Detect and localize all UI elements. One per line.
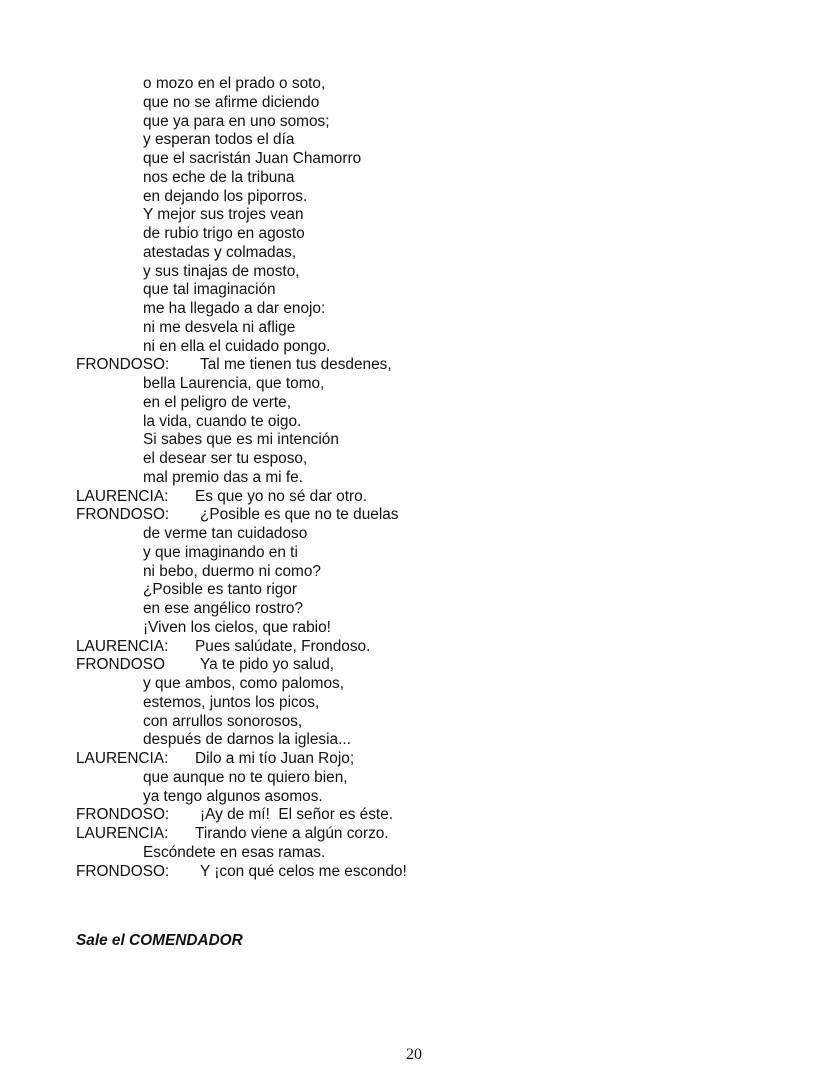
verse-text: con arrullos sonorosos,: [143, 712, 303, 730]
dialogue-line-with-speaker: [76, 863, 776, 882]
verse-text: en ese angélico rostro?: [143, 600, 303, 617]
verse-line: [76, 244, 776, 263]
verse-line: [76, 694, 776, 713]
speaker-label: FRONDOSO: [76, 656, 165, 674]
speaker-label: FRONDOSO:: [76, 806, 170, 824]
speaker-label: FRONDOSO:: [76, 356, 170, 374]
verse-text: Y mejor sus trojes vean: [143, 206, 304, 224]
verse-line: [76, 544, 776, 563]
verse-text: y esperan todos el día: [143, 131, 295, 149]
verse-line: [76, 150, 776, 169]
speech-text: Dilo a mi tío Juan Rojo;: [195, 750, 355, 767]
verse-line: [76, 600, 776, 619]
verse-line: [76, 394, 776, 413]
speaker-label: LAURENCIA:: [76, 825, 169, 842]
verse-text: ni me desvela ni aflige: [143, 318, 296, 336]
speaker-label: FRONDOSO:: [76, 506, 170, 524]
page-number: 20: [406, 1046, 422, 1063]
verse-line: [76, 619, 776, 638]
speaker-label: LAURENCIA:: [76, 487, 169, 505]
verse-line: [76, 413, 776, 432]
verse-text: y que ambos, como palomos,: [143, 675, 345, 692]
verse-text: de rubio trigo en agosto: [143, 225, 305, 242]
verse-line: [76, 675, 776, 694]
verse-text: que aunque no te quiero bien,: [143, 768, 348, 786]
verse-text: el desear ser tu esposo,: [143, 450, 308, 467]
verse-line: [76, 431, 776, 450]
verse-text: ni en ella el cuidado pongo.: [143, 337, 331, 355]
speech-text: ¿Posible es que no te duelas: [200, 506, 399, 524]
verse-text: ya tengo algunos asomos.: [143, 787, 323, 805]
verse-text: mal premio das a mi fe.: [143, 468, 303, 486]
speaker-label: FRONDOSO:: [76, 862, 170, 880]
dialogue-line-with-speaker: [76, 356, 776, 375]
verse-line: [76, 563, 776, 582]
verse-line: [76, 281, 776, 300]
verse-line: [76, 131, 776, 150]
speech-text: Y ¡con qué celos me escondo!: [200, 862, 407, 880]
verse-line: [76, 300, 776, 319]
verse-text: en dejando los piporros.: [143, 187, 308, 205]
speech-text: Tal me tienen tus desdenes,: [200, 356, 392, 374]
speech-text: Tirando viene a algún corzo.: [195, 825, 389, 842]
verse-text: que el sacristán Juan Chamorro: [143, 150, 362, 167]
verse-text: que tal imaginación: [143, 281, 276, 299]
dialogue-line-with-speaker: [76, 506, 776, 525]
speech-text: Ya te pido yo salud,: [200, 656, 335, 674]
verse-line: [76, 225, 776, 244]
verse-text: ¿Posible es tanto rigor: [143, 581, 297, 599]
verse-text: ni bebo, duermo ni como?: [143, 562, 321, 580]
verse-text: me ha llegado a dar enojo:: [143, 300, 326, 317]
verse-line: [76, 113, 776, 132]
speech-text: Pues salúdate, Frondoso.: [195, 637, 371, 655]
verse-line: [76, 94, 776, 113]
dialogue-line-with-speaker: [76, 656, 776, 675]
verse-text: o mozo en el prado o soto,: [143, 75, 326, 92]
verse-text: después de darnos la iglesia...: [143, 731, 351, 749]
verse-line: [76, 788, 776, 807]
speaker-label: LAURENCIA:: [76, 750, 169, 767]
verse-line: [76, 75, 776, 94]
verse-text: Escóndete en esas ramas.: [143, 843, 326, 861]
verse-line: [76, 206, 776, 225]
verse-text: de verme tan cuidadoso: [143, 525, 308, 542]
dialogue-line-with-speaker: [76, 806, 776, 825]
verse-line: [76, 319, 776, 338]
verse-text: nos eche de la tribuna: [143, 168, 295, 186]
verse-text: atestadas y colmadas,: [143, 243, 297, 261]
dialogue-line-with-speaker: [76, 488, 776, 507]
verse-line: [76, 338, 776, 357]
verse-line: [76, 581, 776, 600]
verse-text: en el peligro de verte,: [143, 393, 292, 411]
speaker-label: LAURENCIA:: [76, 637, 169, 655]
verse-text: estemos, juntos los picos,: [143, 693, 320, 711]
verse-text: bella Laurencia, que tomo,: [143, 375, 325, 392]
verse-line: [76, 188, 776, 207]
verse-text: la vida, cuando te oigo.: [143, 412, 302, 430]
verse-line: [76, 769, 776, 788]
verse-text: ¡Viven los cielos, que rabio!: [143, 618, 331, 636]
verse-text: Si sabes que es mi intención: [143, 431, 339, 449]
verse-text: y que imaginando en ti: [143, 543, 298, 561]
verse-line: [76, 469, 776, 488]
verse-line: [76, 169, 776, 188]
speech-text: ¡Ay de mí! El señor es éste.: [200, 806, 394, 824]
verse-dialogue: [76, 75, 776, 881]
stage-direction: Sale el COMENDADOR: [76, 932, 243, 949]
dialogue-line-with-speaker: [76, 825, 776, 844]
speech-text: Es que yo no sé dar otro.: [195, 487, 367, 505]
verse-line: [76, 450, 776, 469]
verse-text: que ya para en uno somos;: [143, 112, 330, 130]
verse-line: [76, 844, 776, 863]
verse-line: [76, 713, 776, 732]
verse-line: [76, 263, 776, 282]
verse-line: [76, 525, 776, 544]
dialogue-line-with-speaker: [76, 750, 776, 769]
dialogue-line-with-speaker: [76, 638, 776, 657]
verse-line: [76, 731, 776, 750]
verse-line: [76, 375, 776, 394]
verse-text: y sus tinajas de mosto,: [143, 262, 300, 280]
verse-text: que no se afirme diciendo: [143, 93, 320, 111]
